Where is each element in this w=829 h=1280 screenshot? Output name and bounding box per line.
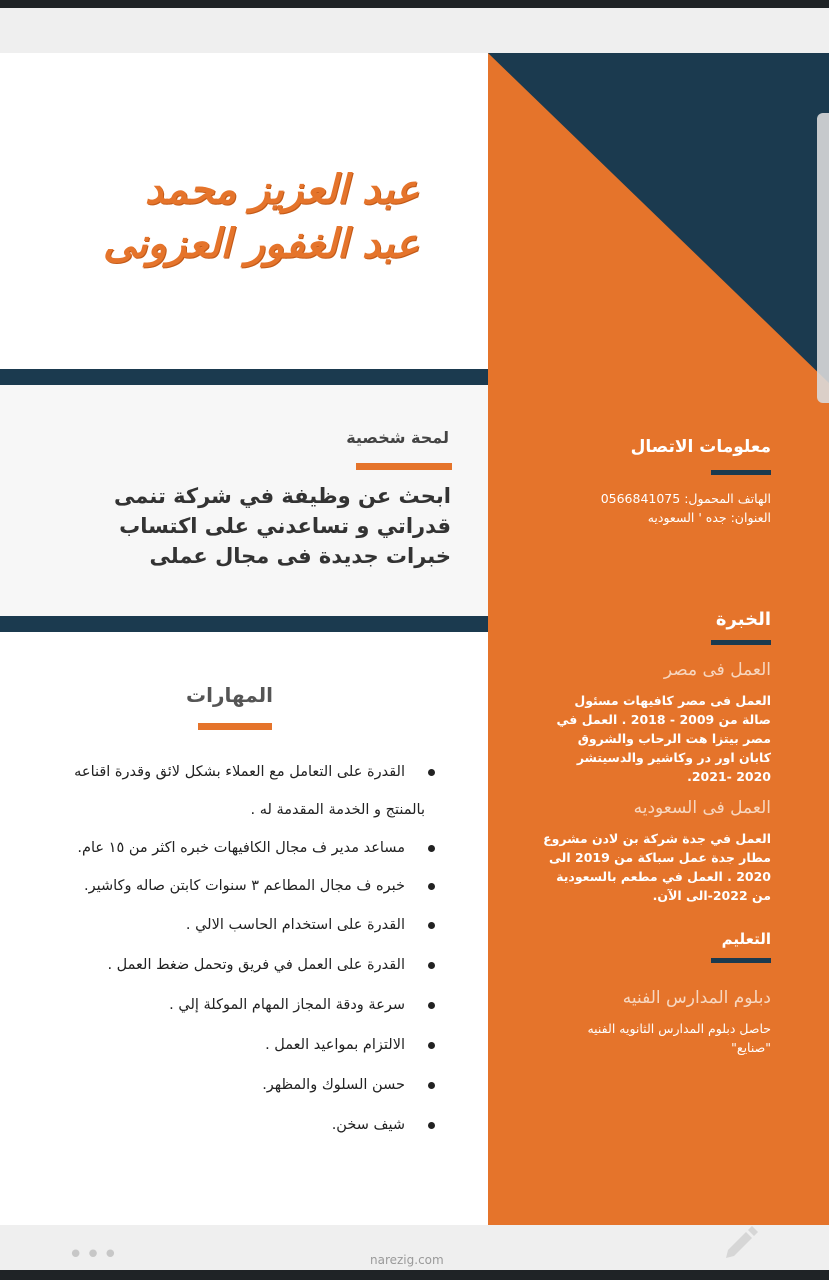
profile-line-2: قدراتي و تساعدني على اكتساب <box>119 514 451 538</box>
bullet-icon <box>428 1042 435 1049</box>
bullet-icon <box>428 883 435 890</box>
bullet-icon <box>428 845 435 852</box>
education-underline <box>711 958 771 963</box>
skill-item: الالتزام بمواعيد العمل . <box>19 1025 439 1065</box>
contact-phone: الهاتف المحمول: 0566841075 <box>600 491 771 506</box>
contact-details <box>601 489 771 527</box>
bullet-icon <box>428 962 435 969</box>
bullet-icon <box>428 1082 435 1089</box>
profile-line-3: خبرات جديدة فى مجال عملى <box>149 544 451 568</box>
profile-line-1: ابحث عن وظيفة في شركة تنمى <box>114 484 451 508</box>
bullet-icon <box>428 1002 435 1009</box>
skill-item: القدرة على التعامل مع العملاء بشكل لائق وقدرة اقناعه <box>19 753 439 791</box>
resume-page <box>0 53 829 1225</box>
name-line-2: عبد الغفور العزونى <box>102 221 419 267</box>
skill-item: القدرة على استخدام الحاسب الالي . <box>19 905 439 945</box>
skills-heading: المهارات <box>186 683 273 707</box>
education-heading: التعليم <box>721 930 771 948</box>
experience-underline <box>711 640 771 645</box>
watermark-text: narezig.com <box>370 1253 444 1267</box>
skill-item: شيف سخن. <box>19 1105 439 1145</box>
education-details: حاصل دبلوم المدارس الثانويه الفنيه "صنايع" <box>587 1021 771 1055</box>
job1-description: العمل فى مصر كافيهات مسئول صالة من 2009 - 2018 . العمل في مصر بيتزا هت الرحاب والشروق كابان اور در وكاشير والدسيتشر 2020 -2021. <box>556 693 771 784</box>
divider-band-top <box>0 369 488 385</box>
divider-band-bottom <box>0 616 488 632</box>
top-status-strip <box>0 0 829 8</box>
candidate-name <box>59 163 419 271</box>
education-degree: دبلوم المدارس الفنيه <box>622 988 771 1008</box>
contact-address: العنوان: جده ' السعوديه <box>647 510 771 525</box>
profile-heading: لمحة شخصية <box>346 428 449 447</box>
bullet-icon <box>428 1122 435 1129</box>
side-scroll-handle[interactable] <box>817 113 829 403</box>
skill-item-continued: بالمنتج و الخدمة المقدمة له . <box>250 802 425 818</box>
navy-corner-triangle <box>488 53 829 383</box>
skill-item: القدرة على العمل في فريق وتحمل ضغط العمل . <box>19 945 439 985</box>
skill-item: سرعة ودقة المجاز المهام الموكلة إلي . <box>19 985 439 1025</box>
experience-heading: الخبرة <box>715 609 771 630</box>
bullet-icon <box>428 769 435 776</box>
bottom-edge-strip <box>0 1270 829 1280</box>
bullet-icon <box>428 922 435 929</box>
top-toolbar <box>0 8 829 53</box>
contact-underline <box>711 470 771 475</box>
skills-underline <box>198 723 272 730</box>
job2-description: العمل في جدة شركة بن لادن مشروع مطار جدة عمل سباكة من 2019 الى 2020 . العمل في مطعم بالسعودية من 2022-الى الآن. <box>543 831 771 903</box>
skill-item: حسن السلوك والمظهر. <box>19 1065 439 1105</box>
more-dots-icon[interactable]: ••• <box>68 1240 121 1270</box>
contact-heading: معلومات الاتصال <box>630 437 771 457</box>
skill-item: مساعد مدير ف مجال الكافيهات خبره اكثر من ١٥ عام. <box>19 829 439 867</box>
name-line-1: عبد العزيز محمد <box>144 167 419 213</box>
job2-title: العمل فى السعوديه <box>633 798 771 818</box>
job1-title: العمل فى مصر <box>663 660 771 680</box>
skills-list <box>19 753 439 1145</box>
skill-item: خبره ف مجال المطاعم ٣ سنوات كابتن صاله وكاشير. <box>19 867 439 905</box>
profile-underline <box>356 463 452 470</box>
pencil-icon[interactable] <box>718 1222 762 1266</box>
profile-text <box>31 481 451 571</box>
